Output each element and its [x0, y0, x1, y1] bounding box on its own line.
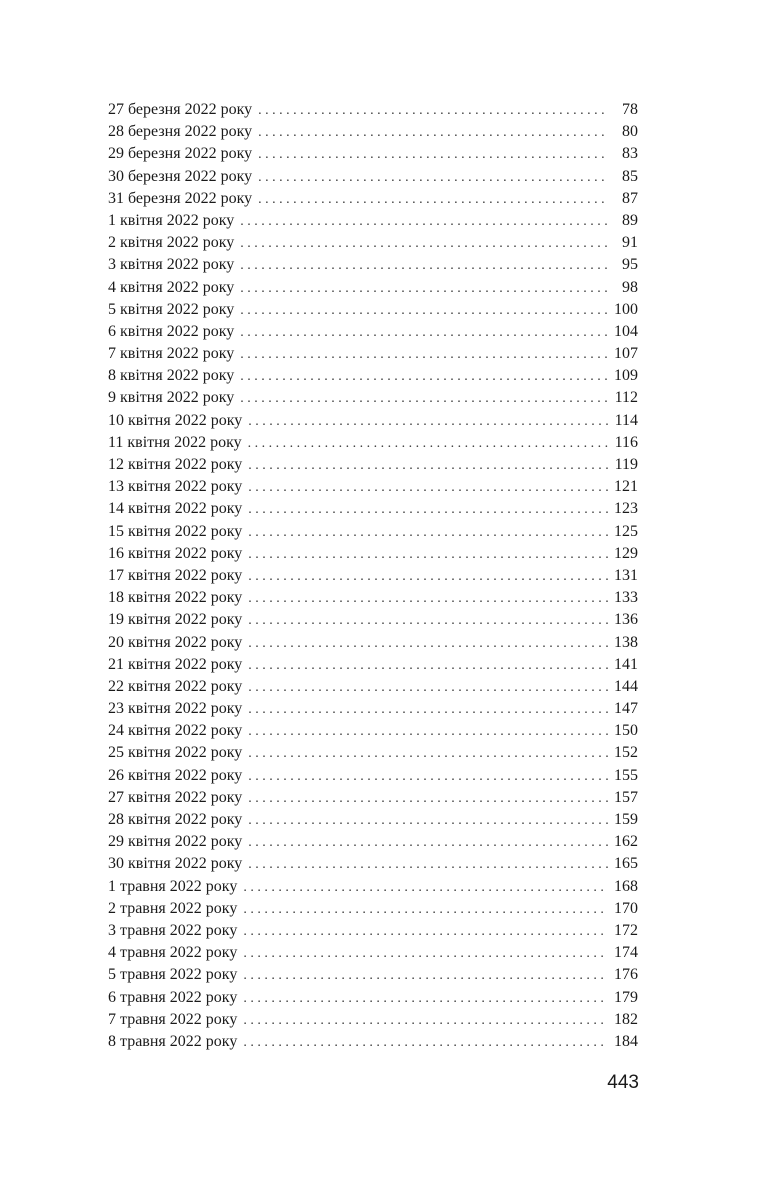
toc-entry-label: 23 квітня 2022 року: [108, 700, 243, 718]
dot-leader: [248, 566, 608, 588]
toc-entry: [108, 343, 638, 365]
toc-entry: [108, 853, 638, 875]
dot-leader: [243, 1032, 608, 1054]
toc-entry: [108, 1009, 638, 1031]
toc-entry-page: 121: [614, 478, 638, 496]
toc-entry-label: 29 квітня 2022 року: [108, 833, 243, 851]
dot-leader: [248, 788, 608, 810]
dot-leader: [243, 965, 608, 987]
dot-leader: [248, 766, 608, 788]
toc-entry-page: 184: [614, 1032, 638, 1050]
toc-entry: [108, 765, 638, 787]
toc-entry-label: 17 квітня 2022 року: [108, 566, 243, 584]
dot-leader: [248, 455, 608, 477]
toc-entry: [108, 410, 638, 432]
dot-leader: [248, 544, 608, 566]
toc-entry: [108, 876, 638, 898]
toc-entry-page: 144: [614, 677, 638, 695]
toc-entry-page: 104: [614, 322, 638, 340]
toc-entry: [108, 277, 638, 299]
dot-leader: [243, 877, 608, 899]
dot-leader: [240, 366, 608, 388]
toc-entry-page: 91: [622, 234, 638, 252]
toc-entry: [108, 698, 638, 720]
dot-leader: [243, 921, 608, 943]
dot-leader: [248, 411, 608, 433]
toc-entry: [108, 787, 638, 809]
toc-entry: [108, 254, 638, 276]
dot-leader: [248, 633, 608, 655]
toc-entry-label: 30 березня 2022 року: [108, 167, 253, 185]
toc-entry-label: 28 березня 2022 року: [108, 123, 253, 141]
dot-leader: [240, 344, 608, 366]
dot-leader: [240, 233, 608, 255]
dot-leader: [248, 810, 608, 832]
dot-leader: [258, 144, 608, 166]
toc-entry-page: 107: [614, 345, 638, 363]
toc-entry: [108, 121, 638, 143]
toc-entry-label: 11 квітня 2022 року: [108, 433, 242, 451]
toc-entry-label: 6 травня 2022 року: [108, 988, 238, 1006]
toc-entry-label: 8 травня 2022 року: [108, 1032, 238, 1050]
toc-entry-label: 4 травня 2022 року: [108, 944, 238, 962]
toc-entry-page: 136: [614, 611, 638, 629]
toc-entry-label: 2 квітня 2022 року: [108, 234, 235, 252]
toc-entry: [108, 543, 638, 565]
toc-entry-page: 176: [614, 966, 638, 984]
dot-leader: [240, 211, 608, 233]
toc-entry: [108, 987, 638, 1009]
dot-leader: [248, 677, 608, 699]
toc-entry-page: 98: [622, 278, 638, 296]
toc-entry-page: 87: [622, 189, 638, 207]
dot-leader: [240, 322, 608, 344]
toc-entry: [108, 920, 638, 942]
toc-entry: [108, 210, 638, 232]
toc-entry-label: 22 квітня 2022 року: [108, 677, 243, 695]
toc-entry-label: 15 квітня 2022 року: [108, 522, 243, 540]
toc-entry: [108, 454, 638, 476]
toc-entry-page: 114: [614, 411, 638, 429]
toc-entry-page: 109: [614, 367, 638, 385]
toc-entry: [108, 299, 638, 321]
dot-leader: [243, 899, 608, 921]
dot-leader: [240, 278, 608, 300]
toc-entry-page: 159: [614, 811, 638, 828]
toc-entry-label: 19 квітня 2022 року: [108, 611, 243, 629]
toc-entry-page: 157: [614, 788, 638, 806]
toc-entry-label: 28 квітня 2022 року: [108, 811, 243, 828]
toc-entry-page: 182: [614, 1010, 638, 1028]
dot-leader: [240, 255, 608, 277]
toc-entry-page: 123: [614, 500, 638, 518]
toc-entry-label: 7 травня 2022 року: [108, 1010, 238, 1028]
toc-entry: [108, 809, 638, 831]
table-of-contents: [108, 99, 638, 1053]
toc-entry: [108, 365, 638, 387]
toc-entry: [108, 898, 638, 920]
toc-entry-label: 20 квітня 2022 року: [108, 633, 243, 651]
dot-leader: [248, 832, 608, 854]
toc-entry-page: 129: [614, 544, 638, 562]
toc-entry: [108, 742, 638, 764]
toc-entry-page: 89: [622, 211, 638, 229]
dot-leader: [248, 522, 608, 544]
toc-entry: [108, 232, 638, 254]
dot-leader: [243, 1010, 608, 1032]
dot-leader: [248, 477, 608, 499]
toc-entry-page: 162: [614, 833, 638, 851]
dot-leader: [248, 655, 608, 677]
toc-entry: [108, 188, 638, 210]
toc-entry-label: 3 квітня 2022 року: [108, 256, 235, 274]
toc-entry-page: 116: [614, 433, 638, 451]
toc-entry: [108, 476, 638, 498]
toc-entry-page: 95: [622, 256, 638, 274]
dot-leader: [243, 988, 608, 1010]
dot-leader: [243, 943, 608, 965]
toc-entry-page: 80: [622, 123, 638, 141]
toc-entry-page: 141: [614, 655, 638, 673]
toc-entry: [108, 632, 638, 654]
toc-entry-page: 179: [614, 988, 638, 1006]
toc-entry-page: 174: [614, 944, 638, 962]
dot-leader: [258, 122, 608, 144]
toc-entry-label: 8 квітня 2022 року: [108, 367, 235, 385]
toc-entry-label: 5 травня 2022 року: [108, 966, 238, 984]
toc-entry: [108, 387, 638, 409]
toc-entry-page: 78: [622, 101, 638, 118]
toc-entry-page: 147: [614, 700, 638, 718]
toc-entry-label: 3 травня 2022 року: [108, 921, 238, 939]
toc-entry: [108, 964, 638, 986]
toc-entry-label: 4 квітня 2022 року: [108, 278, 235, 296]
toc-entry: [108, 676, 638, 698]
toc-entry: [108, 432, 638, 454]
toc-entry-page: 165: [614, 855, 638, 873]
toc-entry: [108, 321, 638, 343]
toc-entry-label: 14 квітня 2022 року: [108, 500, 243, 518]
toc-entry-label: 5 квітня 2022 року: [108, 300, 235, 318]
toc-entry-label: 13 квітня 2022 року: [108, 478, 243, 496]
toc-entry-label: 24 квітня 2022 року: [108, 722, 243, 740]
toc-entry: [108, 143, 638, 165]
toc-entry-page: 138: [614, 633, 638, 651]
toc-entry: [108, 498, 638, 520]
toc-entry-page: 83: [622, 145, 638, 163]
toc-entry-label: 7 квітня 2022 року: [108, 345, 235, 363]
toc-entry: [108, 831, 638, 853]
toc-entry-label: 16 квітня 2022 року: [108, 544, 243, 562]
toc-entry-label: 25 квітня 2022 року: [108, 744, 243, 762]
dot-leader: [248, 721, 608, 743]
toc-entry-page: 150: [614, 722, 638, 740]
toc-entry: [108, 565, 638, 587]
toc-entry-page: 119: [614, 456, 638, 473]
toc-entry-page: 112: [614, 389, 638, 407]
dot-leader: [248, 699, 608, 721]
dot-leader: [240, 388, 608, 410]
dot-leader: [258, 189, 608, 211]
toc-entry-label: 27 квітня 2022 року: [108, 788, 243, 806]
toc-entry-label: 27 березня 2022 року: [108, 101, 253, 118]
toc-entry-label: 6 квітня 2022 року: [108, 322, 235, 340]
toc-entry: [108, 942, 638, 964]
page-number: 443: [607, 1072, 639, 1093]
toc-entry: [108, 1031, 638, 1053]
dot-leader: [248, 610, 608, 632]
toc-entry-page: 131: [614, 566, 638, 584]
toc-entry-label: 30 квітня 2022 року: [108, 855, 243, 873]
dot-leader: [248, 588, 608, 610]
dot-leader: [258, 100, 608, 122]
toc-entry-label: 31 березня 2022 року: [108, 189, 253, 207]
toc-entry-page: 168: [614, 877, 638, 895]
toc-entry: [108, 609, 638, 631]
toc-entry-label: 12 квітня 2022 року: [108, 456, 243, 473]
toc-entry-page: 172: [614, 921, 638, 939]
dot-leader: [248, 499, 608, 521]
toc-entry-label: 10 квітня 2022 року: [108, 411, 243, 429]
toc-entry-label: 21 квітня 2022 року: [108, 655, 243, 673]
dot-leader: [248, 743, 608, 765]
toc-entry-page: 125: [614, 522, 638, 540]
dot-leader: [248, 854, 608, 876]
toc-entry-page: 152: [614, 744, 638, 762]
toc-entry-page: 155: [614, 766, 638, 784]
toc-entry-label: 18 квітня 2022 року: [108, 589, 243, 607]
toc-entry: [108, 166, 638, 188]
toc-entry-label: 2 травня 2022 року: [108, 899, 238, 917]
toc-entry: [108, 99, 638, 121]
dot-leader: [248, 433, 608, 455]
toc-entry-label: 1 квітня 2022 року: [108, 211, 235, 229]
toc-entry-page: 85: [622, 167, 638, 185]
toc-entry-label: 9 квітня 2022 року: [108, 389, 235, 407]
toc-entry-page: 100: [614, 300, 638, 318]
toc-entry-page: 133: [614, 589, 638, 607]
toc-entry: [108, 720, 638, 742]
toc-entry-label: 26 квітня 2022 року: [108, 766, 243, 784]
toc-entry-label: 1 травня 2022 року: [108, 877, 238, 895]
toc-entry: [108, 654, 638, 676]
toc-entry-page: 170: [614, 899, 638, 917]
toc-entry: [108, 587, 638, 609]
toc-entry: [108, 521, 638, 543]
dot-leader: [240, 300, 608, 322]
dot-leader: [258, 167, 608, 189]
toc-entry-label: 29 березня 2022 року: [108, 145, 253, 163]
